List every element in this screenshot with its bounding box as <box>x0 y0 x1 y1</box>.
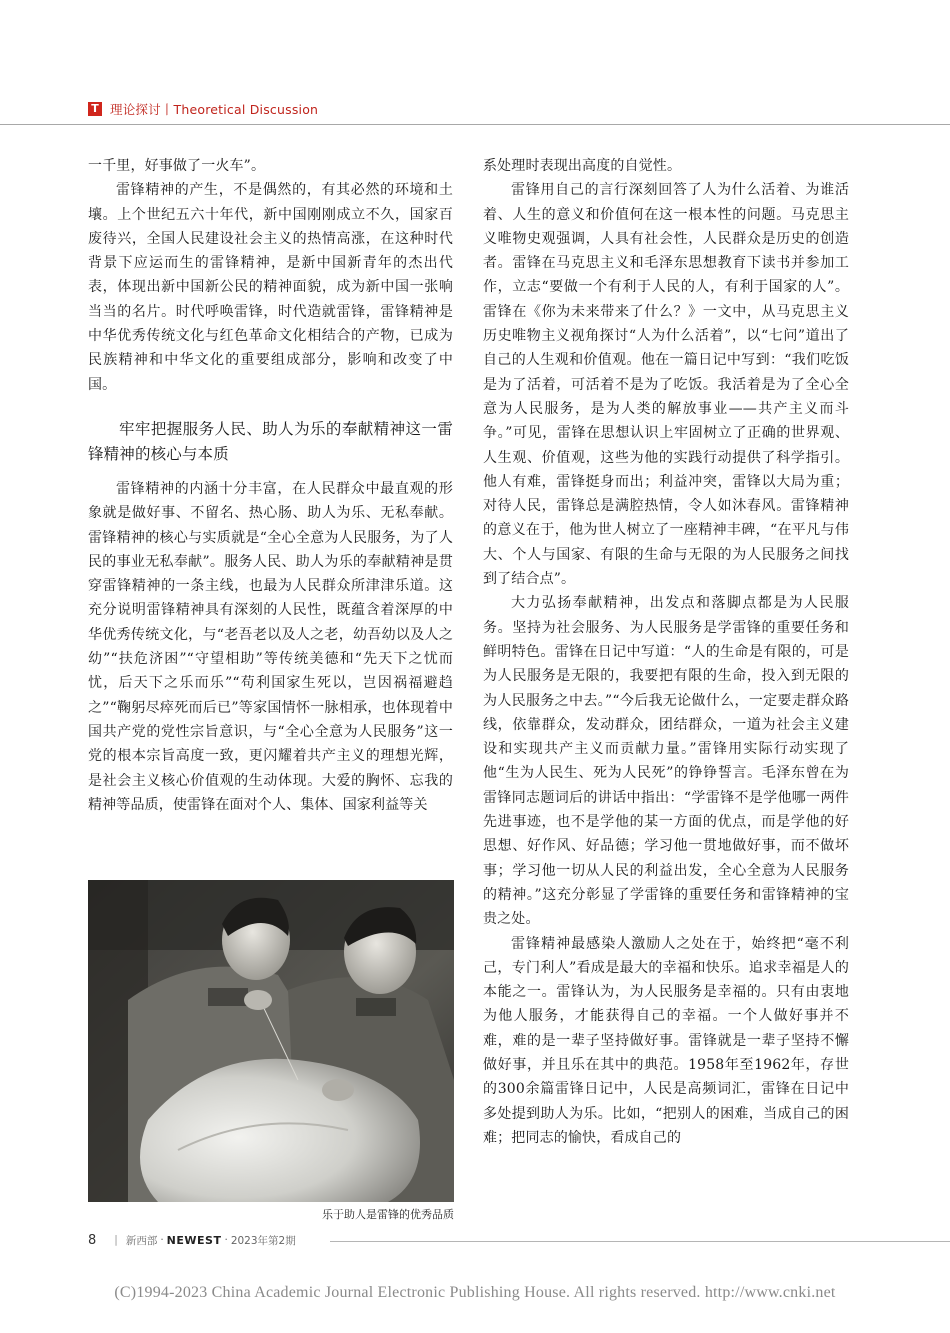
magazine-name-cn: 新西部 <box>125 1234 158 1247</box>
left-paragraph-2: 雷锋精神的产生，不是偶然的，有其必然的环境和土壤。上个世纪五六十年代，新中国刚刚成立不久，国家百废待兴，全国人民建设社会主义的热情高涨，在这种时代背景下应运而生的雷锋精神，是新中国新青年的杰出代表，体现出新中国新公民的精神面貌，成为新中国一张响当当的名片。时代呼唤雷锋，时代造就雷锋，雷锋精神是中华优秀传统文化与红色革命文化相结合的产物，已成为民族精神和中华文化的重要组成部分，影响和改变了中国。 <box>88 182 453 393</box>
section-title: 理论探讨丨Theoretical Discussion <box>110 102 319 117</box>
right-column <box>483 154 849 1150</box>
page-footer <box>88 1232 296 1248</box>
right-paragraph-3: 大力弘扬奉献精神，出发点和落脚点都是为人民服务。坚持为社会服务、为人民服务是学雷锋的重要任务和鲜明特色。雷锋在日记中写道：“人的生命是有限的，可是为人民服务是无限的，我要把有限的生命，投入到无限的为人民服务之中去。”“今后我无论做什么，一定要走群众路线，依靠群众，发动群众，团结群众，一道为社会主义建设和实现共产主义而贡献力量。”雷锋用实际行动实现了他“生为人民生、死为人民死”的铮铮誓言。毛泽东曾在为雷锋同志题词后的讲话中指出：“学雷锋不是学他哪一两件先进事迹，也不是学他的某一方面的优点，而是学他的好思想、好作风、好品德；学习他一贯地做好事，而不做坏事；学习他一切从人民的利益出发，全心全意为人民服务的精神。”这充分彰显了学雷锋的重要任务和雷锋精神的宝贵之处。 <box>483 595 849 928</box>
footer-dot-2: · <box>224 1234 228 1246</box>
section-subheading: 牢牢把握服务人民、助人为乐的奉献精神这一雷锋精神的核心与本质 <box>88 419 453 463</box>
footer-separator: | <box>114 1234 118 1246</box>
right-paragraph-2: 雷锋用自己的言行深刻回答了人为什么活着、为谁活着、人生的意义和价值何在这一根本性的问题。马克思主义唯物史观强调，人具有社会性，人民群众是历史的创造者。雷锋在马克思主义和毛泽东思想教育下读书并参加工作，立志“要做一个有利于人民的人，有利于国家的人”。雷锋在《你为未来带来了什么？》一文中，从马克思主义历史唯物主义视角探讨“人为什么活着”，以“七问”道出了自己的人生观和价值观。他在一篇日记中写到：“我们吃饭是为了活着，可活着不是为了吃饭。我活着是为了全心全意为人民服务，是为人类的解放事业——共产主义而斗争。”可见，雷锋在思想认识上牢固树立了正确的世界观、人生观、价值观，这些为他的实践行动提供了科学指引。他人有难，雷锋挺身而出；利益冲突，雷锋以大局为重；对待人民，雷锋总是满腔热情，令人如沐春风。雷锋精神的意义在于，他为世人树立了一座精神丰碑，“在平凡与伟大、个人与国家、有限的生命与无限的为人民服务之间找到了结合点”。 <box>483 182 849 588</box>
left-column <box>88 154 453 817</box>
page-number: 8 <box>88 1232 97 1248</box>
section-icon: T <box>88 102 102 116</box>
photo-two-soldiers-sewing-quilt <box>88 880 454 1202</box>
photo-caption: 乐于助人是雷锋的优秀品质 <box>322 1208 454 1221</box>
running-header <box>88 99 318 119</box>
footer-dot: · <box>160 1234 164 1246</box>
left-paragraph-3: 雷锋精神的内涵十分丰富，在人民群众中最直观的形象就是做好事、不留名、热心肠、助人为乐、无私奉献。雷锋精神的核心与实质就是“全心全意为人民服务，为了人民的事业无私奉献”。服务人民、助人为乐的奉献精神是贯穿雷锋精神的一条主线，也最为人民群众所津津乐道。这充分说明雷锋精神具有深刻的人民性，既蕴含着深厚的中华优秀传统文化，与“老吾老以及人之老，幼吾幼以及人之幼”“扶危济困”“守望相助”等传统美德和“先天下之忧而忧，后天下之乐而乐”“苟利国家生死以，岂因祸福避趋之”“鞠躬尽瘁死而后已”等家国情怀一脉相承，也体现着中国共产党的党性宗旨意识，与“全心全意为人民服务”这一党的根本宗旨高度一致，更闪耀着共产主义的理想光辉，是社会主义核心价值观的生动体现。大爱的胸怀、忘我的精神等品质，使雷锋在面对个人、集体、国家利益等关 <box>88 480 453 813</box>
right-paragraph-1: 系处理时表现出高度的自觉性。 <box>483 158 682 174</box>
copyright-notice: (C)1994-2023 China Academic Journal Electronic Publishing House. All rights reserved. http://www.cnki.net <box>114 1284 836 1301</box>
left-paragraph-1: 一千里，好事做了一火车”。 <box>88 158 266 174</box>
header-divider <box>0 124 950 125</box>
footer-divider <box>330 1241 950 1242</box>
magazine-name-en: NEWEST <box>166 1233 222 1247</box>
issue-label: 2023年第2期 <box>230 1234 296 1247</box>
right-paragraph-4: 雷锋精神最感染人激励人之处在于，始终把“毫不利己，专门利人”看成是最大的幸福和快乐。追求幸福是人的本能之一。雷锋认为，为人民服务是幸福的。只有由衷地为他人服务，才能获得自己的幸福。一个人做好事并不难，难的是一辈子坚持做好事。雷锋就是一辈子坚持不懈做好事，并且乐在其中的典范。1958年至1962年，存世的300余篇雷锋日记中，人民是高频词汇，雷锋在日记中多处提到助人为乐。比如，“把别人的困难，当成自己的困难；把同志的愉快，看成自己的 <box>483 935 849 1146</box>
historical-photo <box>88 880 454 1202</box>
